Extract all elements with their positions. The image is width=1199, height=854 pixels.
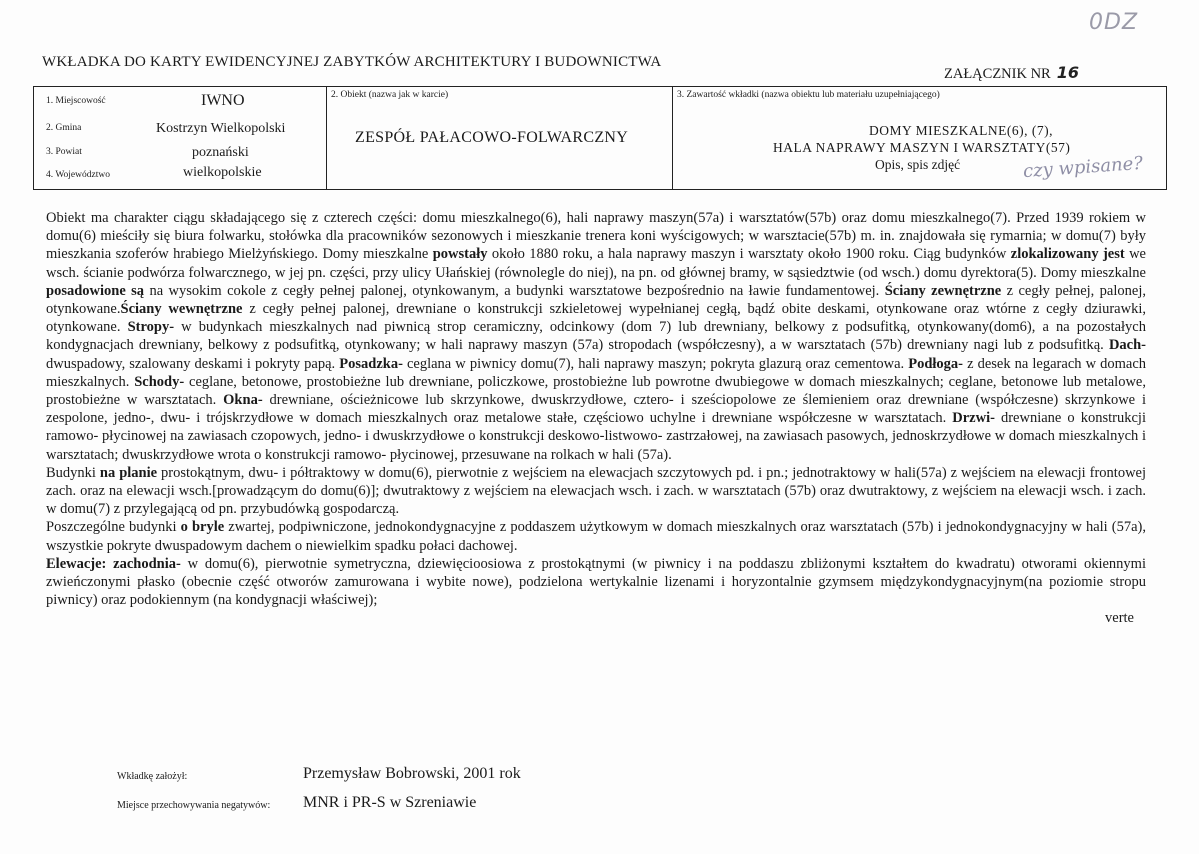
text-run: drewniane o konstrukcji ramowo- płycinowej na zawiasach czopowych, jedno- i dwuskrzydłowe o konstrukcji deskowo-listwowo- zastrzałowej, na zawiasach pasowych, jednoskrzydłowe w domach mieszkalnych i warsztatach; dwuskrzydłowe wrota o konstrukcji ramowo- płycinowej, przesuwane na rolkach w hali (57a).: [46, 410, 1146, 463]
annex-label: ZAŁĄCZNIK NR: [944, 66, 1051, 82]
bold-term: Posadzka-: [339, 355, 403, 372]
text-run: zwartej, podpiwniczone, jednokondygnacyjne z poddaszem użytkowym w domach mieszkalnych oraz warsztatach (57b) i jednokondygnacyjny w hali (57a), wszystkie pokryte dwuspadowym dachem o niewielkim spadku połaci dachowej.: [46, 519, 1147, 554]
text-run: w budynkach mieszkalnych nad piwnicą strop ceramiczny, odcinkowy (dom 7) lub drewniany, belkowy z podsufitką, otynkowany(dom6), a na pozostałych kondygnacjach drewniany, belkowy z podsufitką, otynkowany; w hali naprawy maszyn (57a) stropodach (współczesny), a w warsztatach (57b) drewniany nagi lub z podsufitką.: [46, 319, 1146, 354]
gmina-label: 2. Gmina: [46, 123, 82, 133]
text-run: Obiekt ma charakter ciągu składającego się z czterech części: domu mieszkalnego(6), hali naprawy maszyn(57a) i warsztatów(57b) oraz domu mieszkalnego(7). Przed 1939 rokiem w domu(6) mieściły się biura folwarku, stołówka dla pracowników sezonowych i mieszkanie trenera koni wyścigowych; w warsztacie(57b) m. in. znajdowała się rymarnia; w domu(7) były mieszkania szoferów hrabiego Mielżyńskiego. Domy mieszkalne: [46, 210, 1146, 263]
header-table: [33, 86, 1167, 190]
bold-term: Podłoga-: [908, 355, 964, 372]
bold-term: zlokalizowany jest: [1010, 246, 1125, 263]
bold-term: Drzwi-: [952, 410, 995, 427]
gmina-value: Kostrzyn Wielkopolski: [156, 121, 286, 136]
text-run: z cegły pełnej palonej, drewniane o konstrukcji szkieletowej wypełnianej cegłą, bądź obite deskami, otynkowane oraz wtórne z cegły dziurawki, otynkowane.: [46, 301, 1146, 336]
verte-label: verte: [1105, 610, 1134, 627]
text-run: dwuspadowy, szalowany deskami i pokryty papą.: [46, 355, 340, 372]
bold-term: na planie: [99, 464, 158, 481]
paragraph-1: [46, 209, 1146, 464]
wojewodztwo-label: 4. Województwo: [46, 170, 110, 180]
location-cell: [34, 87, 327, 189]
author-value: Przemysław Bobrowski, 2001 rok: [303, 765, 521, 782]
powiat-value: poznański: [192, 145, 249, 160]
powiat-label: 3. Powiat: [46, 147, 82, 157]
text-run: we wsch. ścianie podwórza folwarcznego, w jej pn. części, przy ulicy Ułańskiej (równolegle do niej), na pn. od głównej bramy, w sąsiedztwie (od wsch.) domu dyrektora(5). Domy mieszkalne: [46, 246, 1146, 281]
zawartosc-line1: DOMY MIESZKALNE(6), (7),: [869, 123, 1053, 138]
text-run: drewniane, ościeżnicowe lub skrzynkowe, dwuskrzydłowe, cztero- i sześciopolowe ze ślemieniem oraz drewniane (współczesne) skrzynkowe i zespolone, jedno-, dwu- i trójskrzydłowe w domach mieszkalnych oraz metalowe stałe, częściowo uchylne i drewniane współczesne w warsztatach.: [46, 392, 1146, 427]
text-run: Budynki: [46, 464, 100, 481]
text-run: na wysokim cokole z cegły pełnej palonej, otynkowanym, a budynki warsztatowe bezpośrednio na ławie fundamentowej.: [144, 282, 885, 299]
handwritten-note: czy wpisane?: [1022, 152, 1144, 183]
document-title: WKŁADKA DO KARTY EWIDENCYJNEJ ZABYTKÓW ARCHITEKTURY I BUDOWNICTWA: [42, 54, 662, 70]
text-run: w domu(6), pierwotnie symetryczna, dziewięcioosiowa z prostokątnymi (w piwnicy i na poddaszu zbliżonymi kształtem do kwadratu) otworami okiennymi zwieńczonymi płasko (obecnie część otworów zamurowana i wybite nowe), podzielona wertykalnie lizenami i horyzontalnie gzymsem międzykondygnacyjnym(na poziomie stropu piwnicy) oraz podokiennym (na kondygnacji właściwej);: [46, 555, 1146, 609]
text-run: ceglane, betonowe, prostobieżne lub drewniane, policzkowe, prostobieżne lub powrotne dwubiegowe w domach mieszkalnych; ceglane, betonowe lub metalowe, prostobieżne w warsztatach.: [46, 373, 1146, 409]
bold-term: Ściany zewnętrzne: [884, 282, 1002, 299]
text-run: prostokątnym, dwu- i półtraktowy w domu(6), pierwotnie z wejściem na elewacjach szczytowych pd. i pn.; jednotraktowy w hali(57a) z wejściem na elewacji frontowej zach. oraz na elewacji wsch.[prowadzącym do domu(6)]; dwutraktowy z wejściem na elewacjach wsch. i zach. w warsztatach (57b) oraz dwutraktowy, z wejściem na elewacji wsch. i zach. w domu(7) z przylegającą od pn. przybudówką gospodarczą.: [46, 464, 1147, 518]
miejscowosc-label: 1. Miejscowość: [46, 96, 106, 106]
bold-term: powstały: [432, 246, 488, 263]
bold-term: Elewacje: zachodnia-: [46, 555, 181, 572]
wojewodztwo-value: wielkopolskie: [183, 165, 262, 180]
paragraph-3: [46, 518, 1146, 554]
text-run: z cegły pełnej, palonej, otynkowane.: [46, 282, 1146, 318]
contents-cell: [673, 87, 1166, 189]
bold-term: Stropy-: [127, 319, 175, 336]
text-run: około 1880 roku, a hala naprawy maszyn i warsztaty około 1900 roku. Ciąg budynków: [487, 246, 1011, 263]
paragraph-2: [46, 464, 1146, 519]
bold-term: Dach-: [1108, 337, 1146, 354]
obiekt-label: 2. Obiekt (nazwa jak w karcie): [331, 90, 449, 100]
paragraph-4: [46, 555, 1146, 610]
obiekt-value: ZESPÓŁ PAŁACOWO-FOLWARCZNY: [355, 129, 629, 146]
zawartosc-line2: HALA NAPRAWY MASZYN I WARSZTATY(57): [773, 140, 1071, 155]
negatives-location-value: MNR i PR-S w Szreniawie: [303, 794, 477, 811]
bold-term: Schody-: [134, 373, 185, 390]
annex-number: [944, 63, 1079, 83]
author-label: Wkładkę założył:: [117, 771, 188, 782]
object-cell: [327, 87, 673, 189]
annex-handwritten-number: 16: [1056, 63, 1079, 82]
text-run: Poszczególne budynki: [46, 519, 181, 536]
miejscowosc-value: IWNO: [201, 92, 245, 109]
description-body: [46, 209, 1146, 628]
bold-term: posadowione są: [46, 282, 145, 299]
zawartosc-label: 3. Zawartość wkładki (nazwa obiektu lub materiału uzupełniającego): [677, 90, 940, 100]
corner-handwritten-mark: 0DZ: [1089, 10, 1139, 35]
negatives-location-label: Miejsce przechowywania negatywów:: [117, 800, 271, 811]
bold-term: Okna-: [223, 392, 263, 409]
zawartosc-line3: Opis, spis zdjęć: [875, 157, 961, 172]
bold-term: Ściany wewnętrzne: [120, 301, 243, 318]
text-run: ceglana w piwnicy domu(7), hali naprawy maszyn; pokryta glazurą oraz cementowa.: [402, 355, 909, 372]
bold-term: o bryle: [180, 519, 225, 536]
text-run: z desek na legarach w domach mieszkalnych.: [46, 355, 1147, 390]
